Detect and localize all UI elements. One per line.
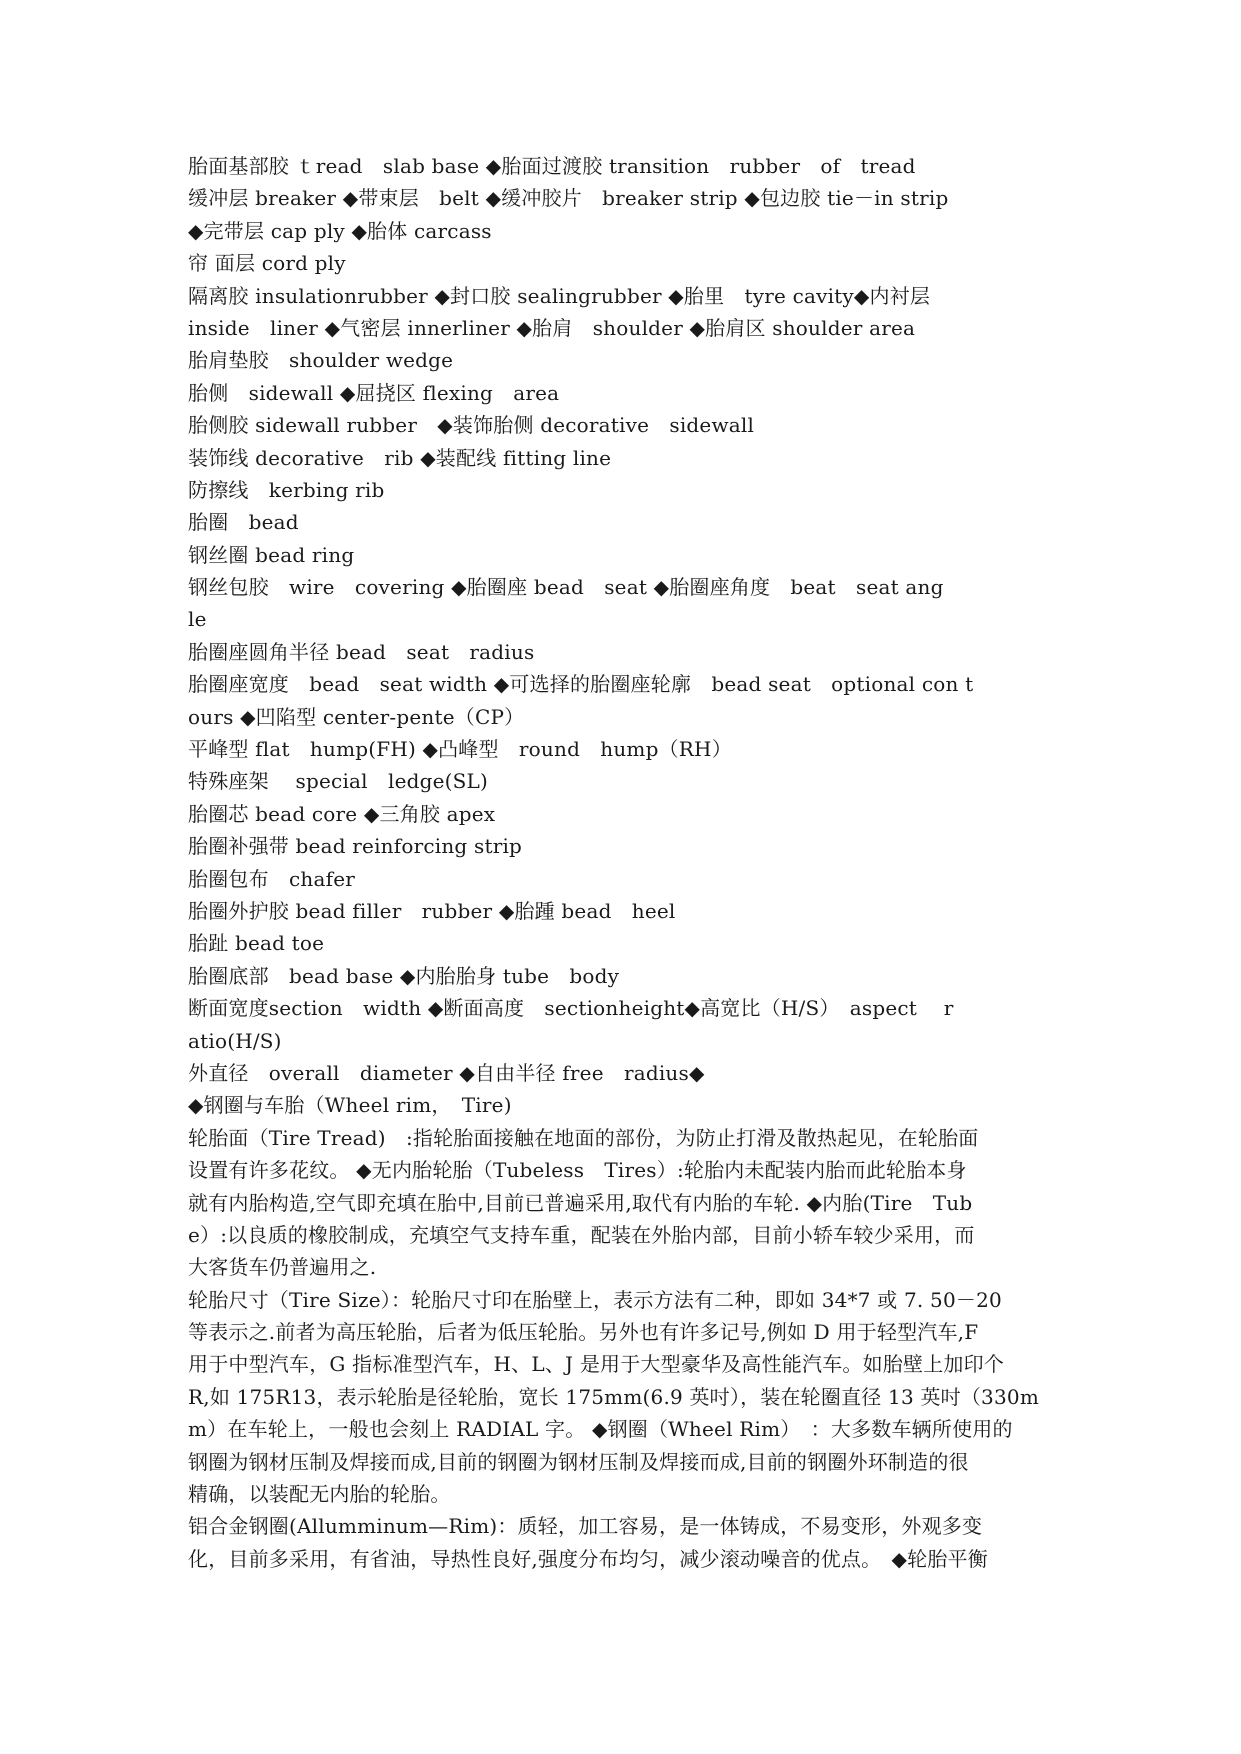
text-line: 断面宽度section width ◆断面高度 sectionheight◆高宽比（H/S） aspect r bbox=[188, 996, 954, 1021]
text-line: 就有内胎构造,空气即充填在胎中,目前已普遍采用,取代有内胎的车轮. ◆内胎(Tire Tub bbox=[188, 1190, 973, 1215]
text-line: 胎侧胶 sidewall rubber ◆装饰胎侧 decorative sidewall bbox=[188, 413, 755, 438]
text-line: 外直径 overall diameter ◆自由半径 free radius◆ bbox=[188, 1060, 705, 1085]
text-line: 用于中型汽车，G 指标准型汽车，H、L、J 是用于大型豪华及高性能汽车。如胎壁上加印个 bbox=[188, 1352, 1005, 1377]
text-line: m）在车轮上，一般也会刻上 RADIAL 字。 ◆钢圈（Wheel Rim） ：大多数车辆所使用的 bbox=[188, 1417, 1013, 1442]
document-body bbox=[188, 150, 1088, 1575]
text-line: 等表示之.前者为高压轮胎，后者为低压轮胎。另外也有许多记号,例如 D 用于轻型汽车,F bbox=[188, 1320, 979, 1345]
text-line: 胎圈外护胶 bead filler rubber ◆胎踵 bead heel bbox=[188, 898, 676, 923]
text-line: 胎侧 sidewall ◆屈挠区 flexing area bbox=[188, 380, 560, 405]
text-line: 装饰线 decorative rib ◆装配线 fitting line bbox=[188, 445, 612, 470]
text-line: 大客货车仍普遍用之. bbox=[188, 1255, 377, 1280]
text-line: 胎面基部胶 ｔread slab base ◆胎面过渡胶 transition rubber of tread bbox=[188, 154, 916, 178]
text-line: atio(H/S) bbox=[188, 1028, 282, 1053]
text-line: 轮胎面（Tire Tread) :指轮胎面接触在地面的部份，为防止打滑及散热起见，在轮胎面 bbox=[188, 1125, 979, 1150]
text-line: 钢丝包胶 wire covering ◆胎圈座 bead seat ◆胎圈座角度 beat seat ang bbox=[188, 575, 944, 600]
text-line: 胎圈补强带 bead reinforcing strip bbox=[188, 834, 523, 859]
text-line: 隔离胶 insulationrubber ◆封口胶 sealingrubber ◆胎里 tyre cavity◆内衬层 bbox=[188, 283, 931, 308]
text-line: ◆完带层 cap ply ◆胎体 carcass bbox=[188, 218, 492, 243]
text-line: 胎圈底部 bead base ◆内胎胎身 tube body bbox=[188, 963, 620, 988]
text-line: R,如 175R13，表示轮胎是径轮胎，宽长 175mm(6.9 英吋），装在轮圈直径 13 英吋（330m bbox=[188, 1384, 1039, 1409]
text-line: ◆钢圈与车胎（Wheel rim， Tire) bbox=[188, 1093, 512, 1118]
text-line: ours ◆凹陷型 center-pente（CP） bbox=[188, 704, 525, 729]
text-line: 胎趾 bead toe bbox=[188, 931, 325, 956]
text-line: 设置有许多花纹。 ◆无内胎轮胎（Tubeless Tires）:轮胎内未配装内胎而此轮胎本身 bbox=[188, 1158, 967, 1183]
text-line: 胎圈座圆角半径 bead seat radius bbox=[188, 639, 535, 664]
text-line: e）:以良质的橡胶制成，充填空气支持车重，配装在外胎内部，目前小轿车较少采用，而 bbox=[188, 1222, 975, 1247]
text-line: 平峰型 flat hump(FH) ◆凸峰型 round hump（RH） bbox=[188, 737, 732, 762]
text-line: 防擦线 kerbing rib bbox=[188, 477, 385, 502]
text-line: 钢圈为钢材压制及焊接而成,目前的钢圈为钢材压制及焊接而成,目前的钢圈外环制造的很 bbox=[188, 1449, 969, 1474]
text-line: 钢丝圈 bead ring bbox=[188, 542, 355, 567]
text-line: inside liner ◆气密层 innerliner ◆胎肩 shoulder ◆胎肩区 shoulder area bbox=[188, 315, 916, 340]
text-line: 胎圈座宽度 bead seat width ◆可选择的胎圈座轮廓 bead seat optional con t bbox=[188, 672, 974, 697]
text-line: 胎肩垫胶 shoulder wedge bbox=[188, 348, 454, 373]
text-line: 缓冲层 breaker ◆带束层 belt ◆缓冲胶片 breaker strip ◆包边胶 tie－in strip bbox=[188, 186, 949, 211]
text-line: 精确，以装配无内胎的轮胎。 bbox=[188, 1482, 451, 1507]
text-line: 胎圈包布 chafer bbox=[188, 866, 356, 891]
text-line: le bbox=[188, 607, 207, 632]
text-line: 铝合金钢圈(Allumminum—Rim)：质轻，加工容易，是一体铸成，不易变形，外观多变 bbox=[188, 1514, 983, 1539]
text-line: 化，目前多采用，有省油，导热性良好,强度分布均匀，减少滚动噪音的优点。 ◆轮胎平衡 bbox=[188, 1546, 988, 1571]
text-line: 帘 面层 cord ply bbox=[188, 251, 346, 276]
text-line: 胎圈 bead bbox=[188, 510, 299, 535]
text-line: 轮胎尺寸（Tire Size）：轮胎尺寸印在胎壁上，表示方法有二种，即如 34*7 或 7. 50－20 bbox=[188, 1287, 1002, 1312]
text-line: 胎圈芯 bead core ◆三角胶 apex bbox=[188, 801, 496, 826]
text-line: 特殊座架 special ledge(SL) bbox=[188, 769, 489, 794]
